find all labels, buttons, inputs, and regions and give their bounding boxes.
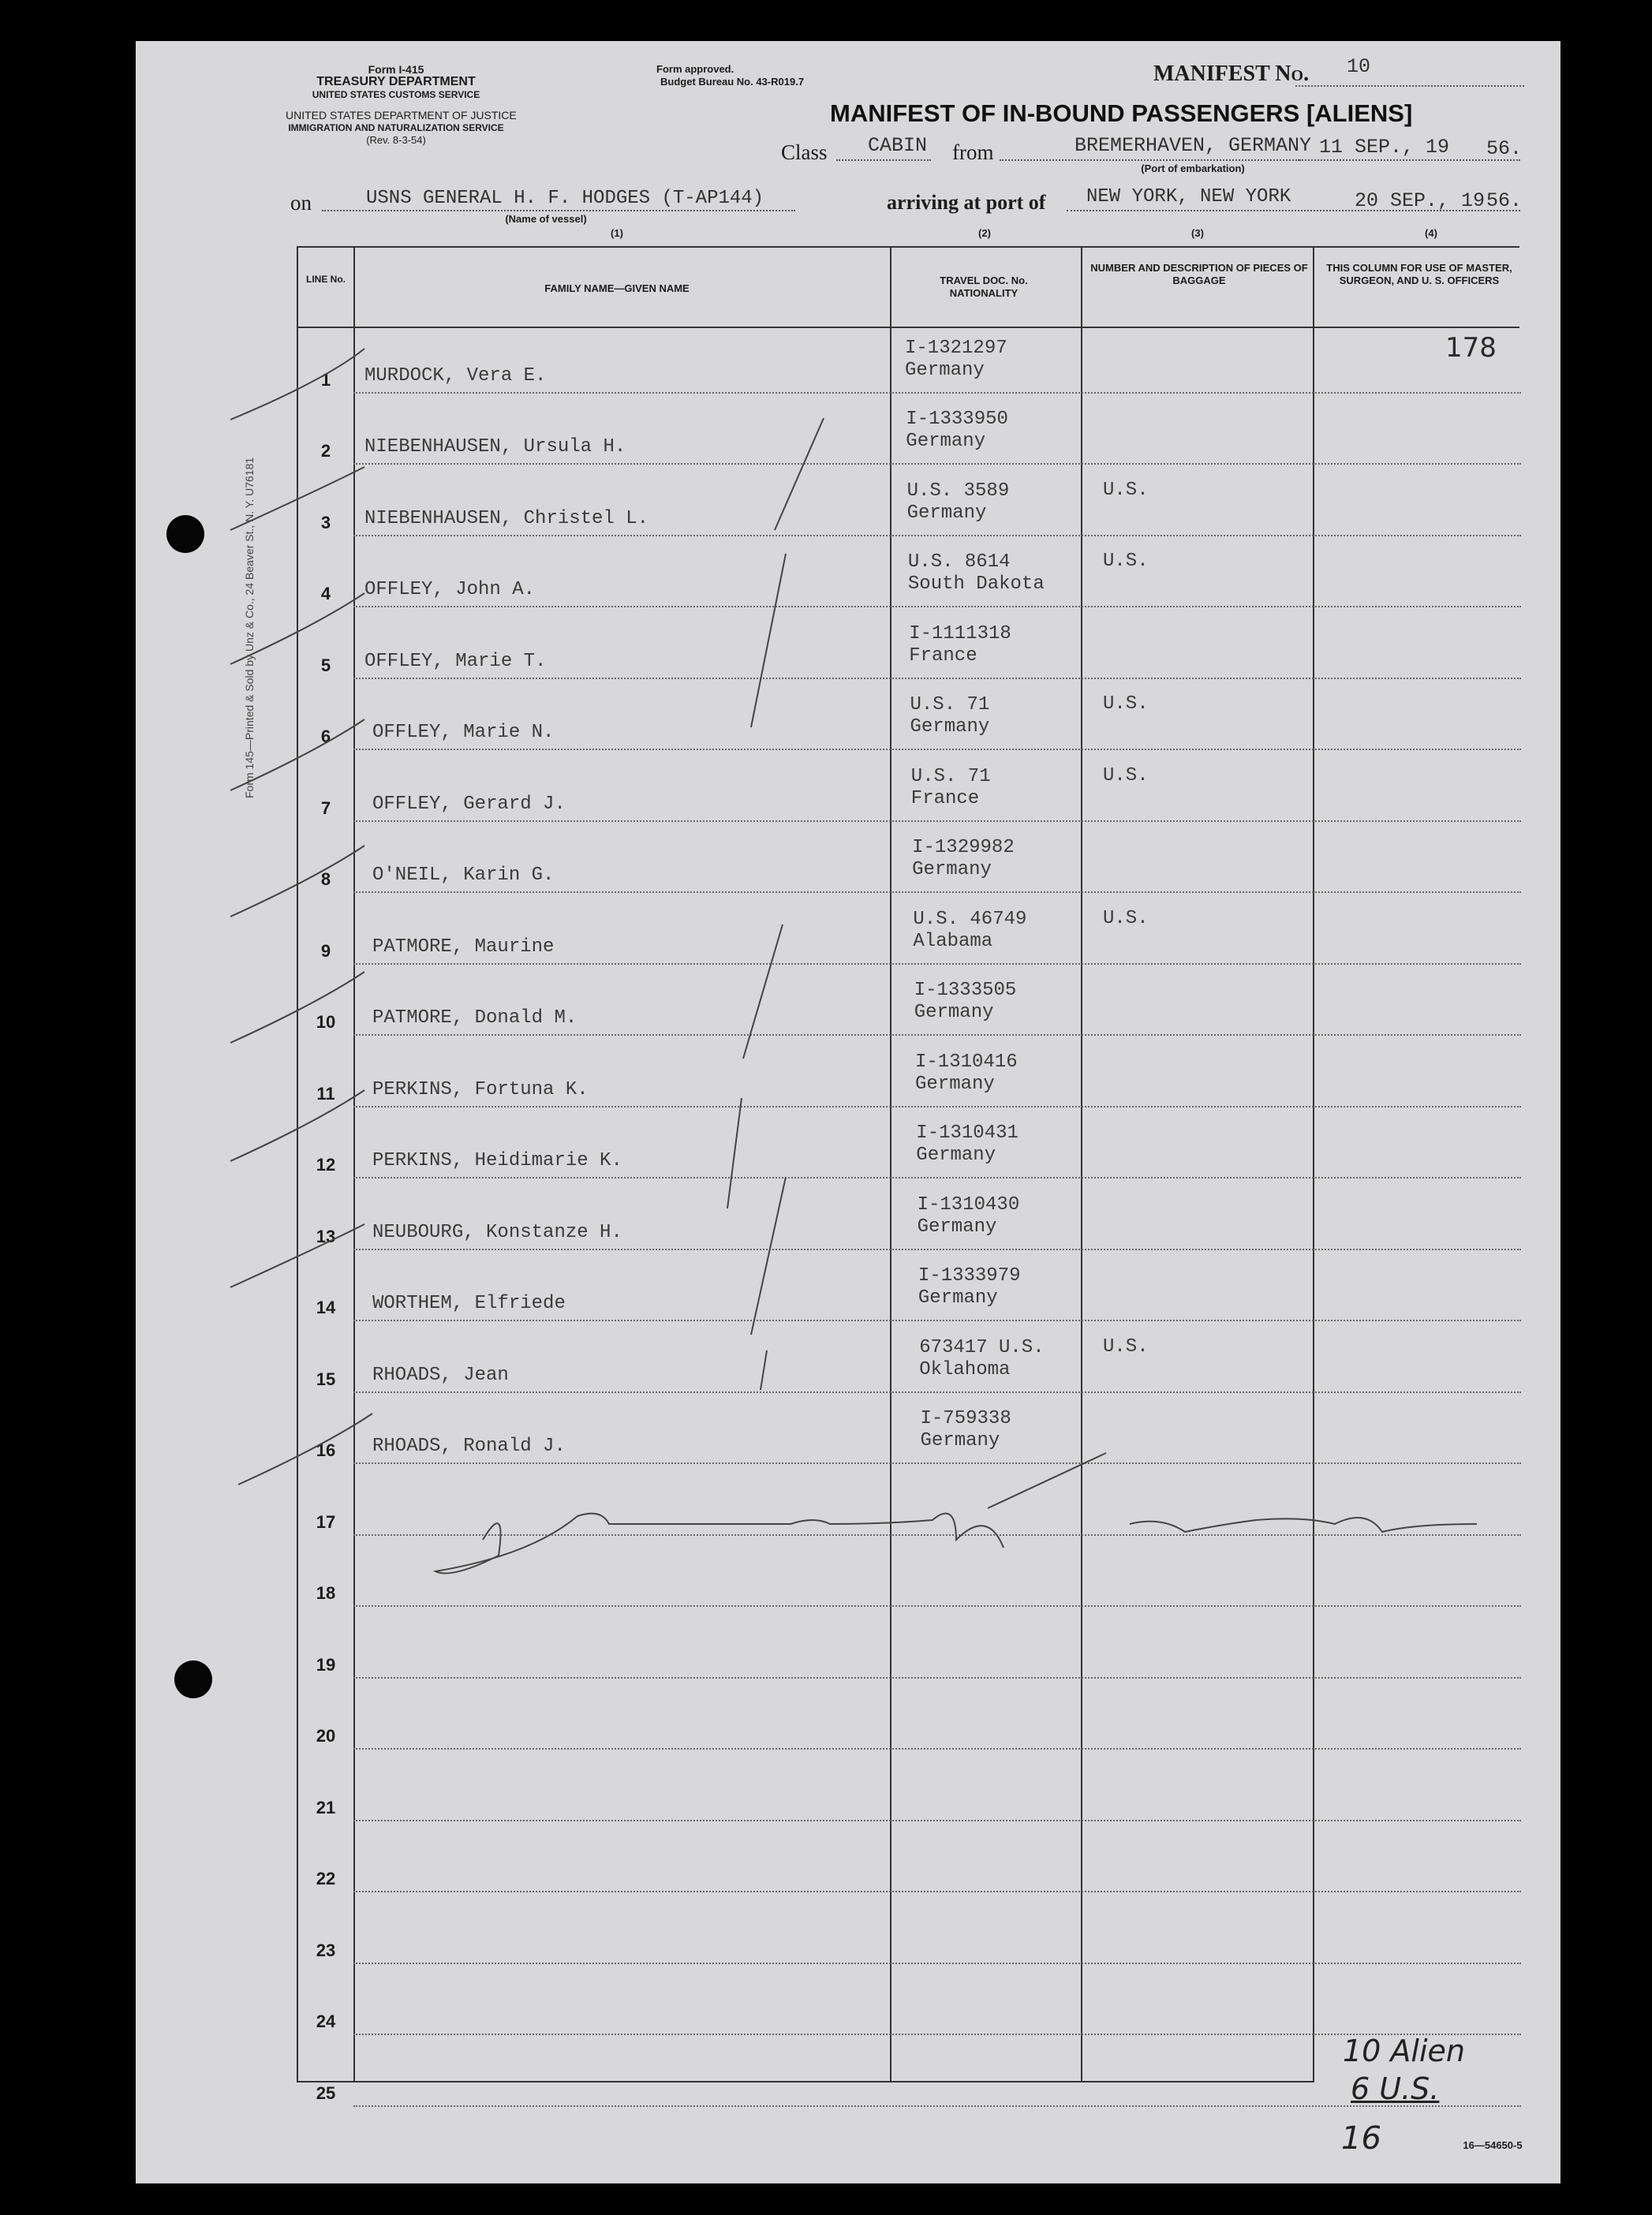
col-mark-2: (2) (978, 227, 991, 239)
revision-date: (Rev. 8-3-54) (366, 134, 426, 146)
line-number: 19 (316, 1654, 336, 1675)
passenger-name: PATMORE, Maurine (372, 936, 555, 958)
arrival-date: 20 SEP., 19 (1355, 189, 1486, 212)
line-number: 23 (316, 1940, 336, 1960)
nationality: Germany (916, 1145, 996, 1166)
travel-doc-number: 673417 U.S. (919, 1336, 1045, 1358)
tick-line-1 (775, 418, 824, 530)
line-number: 25 (316, 2082, 336, 2103)
travel-doc-number: U.S. 3589 (906, 480, 1010, 502)
class-label: Class (781, 140, 828, 164)
baggage-entry: U.S. (1103, 551, 1149, 572)
travel-doc-number: U.S. 71 (910, 765, 991, 787)
passenger-name: RHOADS, Ronald J. (372, 1436, 566, 1457)
passenger-name: RHOADS, Jean (372, 1364, 509, 1386)
baggage-entry: U.S. (1103, 479, 1149, 501)
from-port: BREMERHAVEN, GERMANY (1075, 134, 1312, 157)
passenger-name: OFFLEY, John A. (364, 579, 536, 600)
travel-doc-number: I-1310416 (915, 1051, 1018, 1073)
tick-line-4 (727, 1098, 742, 1208)
customs-service: UNITED STATES CUSTOMS SERVICE (312, 89, 480, 100)
nationality: Germany (906, 502, 987, 524)
tally-us: 6 U.S. (1351, 2071, 1440, 2106)
header-name: FAMILY NAME—GIVEN NAME (544, 282, 690, 294)
line-number: 16 (316, 1440, 336, 1460)
travel-doc-number: I-1333505 (914, 980, 1017, 1001)
baggage-entry: U.S. (1103, 764, 1149, 786)
travel-doc-number: I-1310431 (916, 1122, 1018, 1144)
passenger-name: MURDOCK, Vera E. (364, 364, 547, 387)
travel-doc-number: U.S. 71 (910, 694, 990, 715)
header-officers: THIS COLUMN FOR USE OF MASTER, SURGEON, AND U. S. OFFICERS (1326, 262, 1512, 286)
manifest-number-label: MANIFEST No. (1153, 62, 1310, 86)
col-mark-4: (4) (1425, 227, 1437, 239)
footer-code: 16—54650-5 (1463, 2139, 1523, 2151)
nationality: Germany (920, 1430, 1000, 1451)
department-of-justice: UNITED STATES DEPARTMENT OF JUSTICE (286, 109, 517, 121)
line-number: 2 (320, 441, 331, 461)
check-mark-2 (230, 467, 364, 530)
header-line-no: LINE No. (306, 274, 346, 285)
nationality: Germany (906, 431, 986, 452)
printer-imprint: Form 145—Printed & Sold by Unz & Co., 24 Beaver St., N. Y. U76181 (243, 457, 256, 798)
travel-doc-number: U.S. 8614 (907, 551, 1011, 573)
on-label: on (290, 191, 312, 215)
check-mark-5 (230, 846, 364, 917)
line-number: 5 (320, 655, 331, 675)
nationality: Germany (914, 1002, 994, 1023)
nationality: Germany (915, 1073, 995, 1095)
nationality: South Dakota (907, 573, 1045, 595)
check-mark-8 (230, 1224, 364, 1287)
officer-note: 178 (1445, 331, 1497, 364)
tally-total: 16 (1341, 2120, 1381, 2157)
tick-line-5 (751, 1177, 786, 1335)
form-number: Form I-415 (368, 63, 424, 76)
check-mark-7 (230, 1090, 364, 1161)
line-number: 14 (316, 1298, 336, 1317)
nationality: France (910, 787, 980, 809)
line-number: 8 (320, 869, 331, 889)
budget-bureau: Budget Bureau No. 43-R019.7 (660, 76, 805, 88)
line-number: 9 (320, 940, 331, 961)
col-mark-3: (3) (1191, 227, 1204, 239)
passenger-name: OFFLEY, Marie N. (372, 722, 555, 743)
passenger-name: PATMORE, Donald M. (372, 1007, 577, 1029)
tally-aliens: 10 Alien (1343, 2034, 1466, 2068)
signature-stroke-2 (988, 1453, 1106, 1508)
line-number: 20 (316, 1726, 336, 1746)
nationality: Germany (905, 359, 985, 381)
line-number: 6 (320, 727, 331, 746)
line-number: 24 (316, 2011, 336, 2031)
line-number: 3 (320, 512, 331, 532)
line-number: 21 (316, 1797, 336, 1817)
treasury-department: TREASURY DEPARTMENT (316, 75, 476, 88)
date-scrawl (1130, 1518, 1477, 1532)
passenger-name: NEUBOURG, Konstanze H. (372, 1221, 622, 1243)
passenger-name: NIEBENHAUSEN, Ursula H. (364, 436, 626, 458)
line-number: 13 (316, 1226, 336, 1246)
nationality: Germany (917, 1216, 997, 1238)
tick-line-6 (761, 1350, 767, 1390)
tick-line-3 (743, 924, 783, 1059)
header-baggage: NUMBER AND DESCRIPTION OF PIECES OF BAGGAGE (1090, 262, 1308, 286)
travel-doc-number: I-1333979 (918, 1265, 1021, 1287)
line-number: 12 (316, 1155, 336, 1175)
travel-doc-number: I-1310430 (917, 1193, 1020, 1216)
travel-doc-number: I-1111318 (909, 622, 1011, 644)
ins-service: IMMIGRATION AND NATURALIZATION SERVICE (288, 122, 504, 133)
class-value: CABIN (868, 134, 928, 157)
baggage-entry: U.S. (1103, 693, 1149, 715)
line-number: 10 (316, 1012, 336, 1032)
nationality: Alabama (913, 930, 993, 952)
nationality: Germany (918, 1287, 998, 1309)
check-mark-1 (230, 349, 364, 420)
line-number: 11 (316, 1083, 335, 1104)
line-number: 18 (316, 1583, 336, 1603)
travel-doc-number: U.S. 46749 (913, 908, 1027, 930)
passenger-name: PERKINS, Heidimarie K. (372, 1150, 622, 1171)
passenger-name: OFFLEY, Marie T. (364, 650, 547, 672)
header-travel-doc: TRAVEL DOC. No. NATIONALITY (940, 275, 1028, 299)
manifest-number: 10 (1347, 55, 1371, 78)
line-number: 7 (320, 797, 331, 818)
travel-doc-number: I-759338 (920, 1408, 1011, 1429)
check-mark-9 (238, 1414, 372, 1485)
passenger-name: WORTHEM, Elfriede (372, 1293, 566, 1314)
manifest-page (136, 41, 1560, 2183)
embarkation-caption: (Port of embarkation) (1141, 162, 1245, 174)
arrival-port: NEW YORK, NEW YORK (1086, 186, 1291, 207)
check-mark-6 (230, 972, 364, 1043)
arriving-label: arriving at port of (887, 191, 1046, 214)
line-number: 17 (316, 1511, 336, 1532)
punch-hole-top (166, 515, 204, 553)
nationality: Oklahoma (919, 1358, 1011, 1380)
handwriting-marks (136, 41, 1560, 2183)
line-number: 15 (316, 1369, 336, 1389)
manifest-title: MANIFEST OF IN-BOUND PASSENGERS [ALIENS] (830, 99, 1413, 127)
nationality: France (909, 644, 977, 667)
arrival-year: 56. (1486, 189, 1523, 212)
line-number: 22 (316, 1869, 336, 1888)
travel-doc-number: I-1329982 (912, 837, 1015, 858)
nationality: Germany (910, 716, 990, 738)
passenger-name: PERKINS, Fortuna K. (372, 1078, 589, 1100)
nationality: Germany (912, 859, 992, 880)
vessel-name: USNS GENERAL H. F. HODGES (T-AP144) (366, 188, 764, 209)
passenger-name: OFFLEY, Gerard J. (372, 793, 566, 815)
passenger-name: NIEBENHAUSEN, Christel L. (364, 507, 649, 529)
line-number: 1 (320, 369, 331, 390)
check-mark-3 (230, 593, 364, 664)
baggage-entry: U.S. (1103, 907, 1149, 929)
from-label: from (952, 140, 994, 164)
col-mark-1: (1) (611, 227, 623, 239)
check-mark-4 (230, 719, 364, 790)
punch-hole-bottom (174, 1660, 212, 1698)
travel-doc-number: I-1321297 (905, 337, 1007, 359)
travel-doc-number: I-1333950 (906, 409, 1008, 430)
embark-date: 11 SEP., 19 (1319, 136, 1450, 159)
form-approved: Form approved. (656, 63, 734, 75)
line-number: 4 (320, 584, 331, 603)
signature-stroke (435, 1514, 1004, 1574)
tick-line-2 (751, 554, 786, 727)
passenger-name: O'NEIL, Karin G. (372, 865, 555, 886)
vessel-caption: (Name of vessel) (505, 213, 587, 225)
baggage-entry: U.S. (1103, 1335, 1149, 1358)
embark-year: 56. (1486, 137, 1523, 160)
